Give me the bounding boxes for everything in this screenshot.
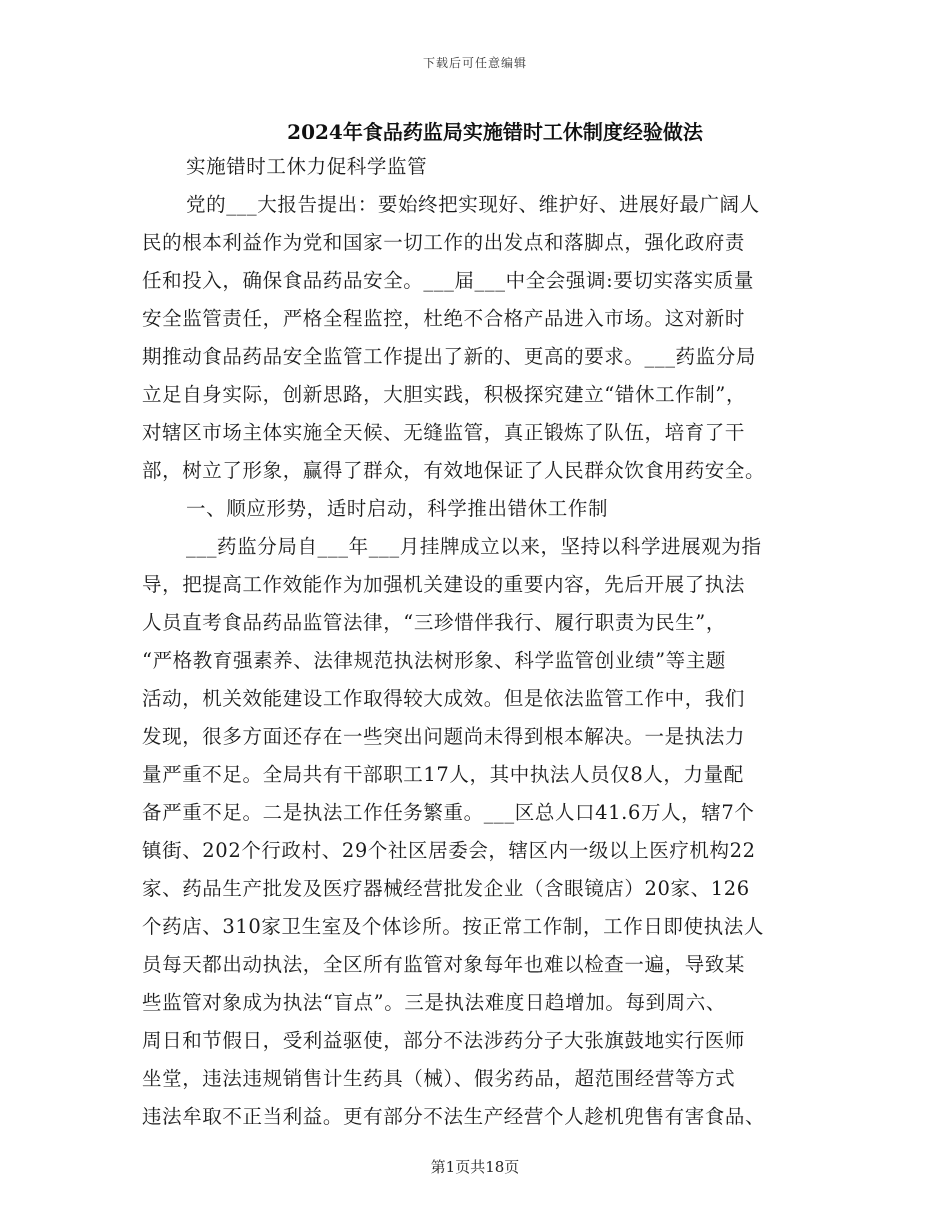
paragraph-line: 期推动食品药品安全监管工作提出了新的、更高的要求。___药监分局 (142, 345, 756, 368)
paragraph-line: 家、药品生产批发及医疗器械经营批发企业（含眼镜店）20家、126 (142, 877, 750, 900)
paragraph-line: 周日和节假日，受利益驱使，部分不法涉药分子大张旗鼓地实行医师 (142, 1029, 746, 1052)
paragraph-line: 党的___大报告提出：要始终把实现好、维护好、进展好最广阔人 (186, 193, 760, 216)
paragraph-line: ___药监分局自___年___月挂牌成立以来，坚持以科学进展观为指 (186, 535, 762, 558)
paragraph-line: 坐堂，违法违规销售计生药具（械）、假劣药品，超范围经营等方式 (142, 1067, 736, 1090)
paragraph-line: 导，把提高工作效能作为加强机关建设的重要内容，先后开展了执法 (142, 573, 746, 596)
paragraph-line: 员每天都出动执法，全区所有监管对象每年也难以检查一遍，导致某 (142, 953, 746, 976)
paragraph-line: 镇街、202个行政村、29个社区居委会，辖区内一级以上医疗机构22 (142, 839, 756, 862)
paragraph-line: 安全监管责任，严格全程监控，杜绝不合格产品进入市场。这对新时 (142, 307, 746, 330)
paragraph-line: 任和投入，确保食品药品安全。___届___中全会强调:要切实落实质量 (142, 269, 754, 292)
section-heading: 一、顺应形势，适时启动，科学推出错休工作制 (186, 497, 609, 520)
paragraph-line: 备严重不足。二是执法工作任务繁重。___区总人口41.6万人，辖7个 (142, 801, 755, 824)
paragraph-line: 人员直考食品药品监管法律，“三珍惜伴我行、履行职责为民生”， (142, 611, 726, 634)
document-title: 2024年食品药监局实施错时工休制度经验做法 (287, 120, 703, 144)
section-subtitle: 实施错时工休力促科学监管 (186, 155, 428, 178)
paragraph-line: 违法牟取不正当利益。更有部分不法生产经营个人趁机兜售有害食品、 (142, 1105, 766, 1128)
paragraph-line: 立足自身实际，创新思路，大胆实践，积极探究建立“错休工作制”， (142, 383, 747, 406)
paragraph-line: “严格教育强素养、法律规范执法树形象、科学监管创业绩”等主题 (142, 649, 726, 672)
paragraph-line: 量严重不足。全局共有干部职工17人，其中执法人员仅8人，力量配 (142, 763, 744, 786)
page-footer: 第1页共18页 (430, 1158, 520, 1176)
header-note: 下载后可任意编辑 (422, 56, 527, 70)
paragraph-line: 对辖区市场主体实施全天候、无缝监管，真正锻炼了队伍，培育了干 (142, 421, 746, 444)
paragraph-line: 个药店、310家卫生室及个体诊所。按正常工作制，工作日即使执法人 (142, 915, 764, 938)
paragraph-line: 发现，很多方面还存在一些突出问题尚未得到根本解决。一是执法力 (142, 725, 746, 748)
paragraph-line: 民的根本利益作为党和国家一切工作的出发点和落脚点，强化政府责 (142, 231, 746, 254)
paragraph-line: 些监管对象成为执法“盲点”。三是执法难度日趋增加。每到周六、 (142, 991, 726, 1014)
paragraph-line: 部，树立了形象，赢得了群众，有效地保证了人民群众饮食用药安全。 (142, 459, 766, 482)
paragraph-line: 活动，机关效能建设工作取得较大成效。但是依法监管工作中，我们 (142, 687, 746, 710)
document-body (142, 148, 810, 1136)
